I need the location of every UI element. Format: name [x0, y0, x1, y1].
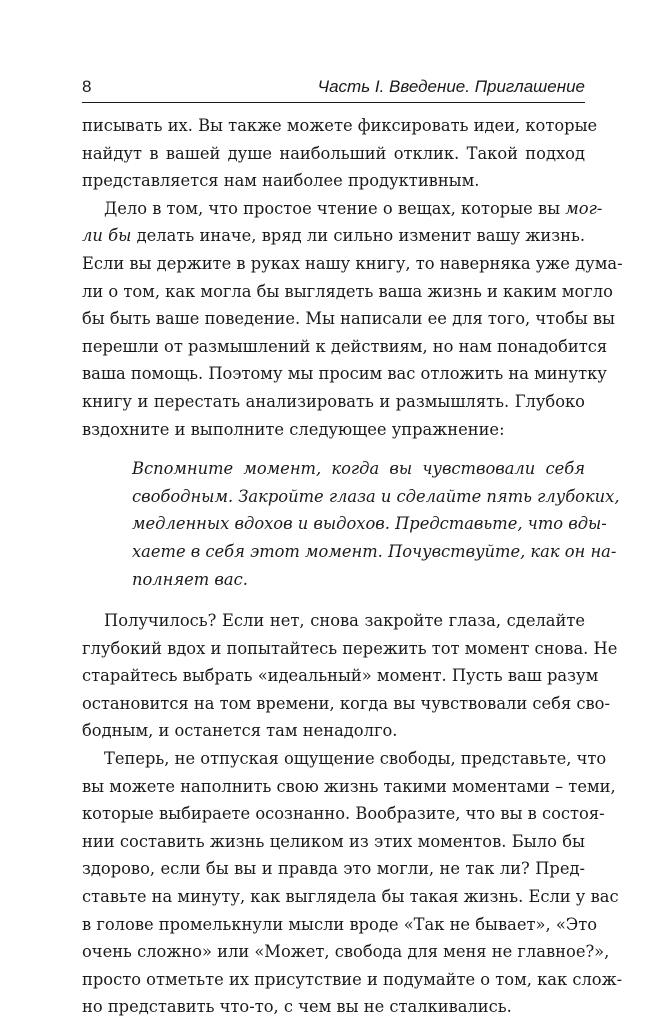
text-line [82, 222, 585, 250]
text-line: ваша помощь. Поэтому мы просим вас отложить на минутку [82, 364, 607, 384]
text-line: бы быть ваше поведение. Мы написали ее для того, чтобы вы [82, 309, 616, 329]
text-line: найдут в вашей душе наибольший отклик. Такой подход [82, 143, 585, 163]
page-header [82, 76, 585, 98]
text-line: но представить что-то, с чем вы не сталкивались. [82, 997, 512, 1017]
quote-line: хаете в себя этот момент. Почувствуйте, как он на- [132, 541, 617, 561]
text-line: представляется нам наиболее продуктивным. [82, 171, 480, 191]
text-line: ставьте на минуту, как выглядела бы такая жизнь. Если у вас [82, 887, 619, 907]
italic-run: мог- [565, 198, 603, 218]
quote-line: полняет вас. [132, 569, 248, 589]
body-text [82, 112, 623, 1021]
text-line: вздохните и выполните следующее упражнение: [82, 419, 505, 439]
text-line: Если вы держите в руках нашу книгу, то наверняка уже дума- [82, 253, 623, 273]
paragraph-3 [82, 607, 618, 745]
quote-line: Вспомните момент, когда вы чувствовали себя [132, 459, 585, 479]
text-line: глубокий вдох и попытайтесь пережить тот момент снова. Не [82, 638, 618, 658]
text-line: здорово, если бы вы и правда это могли, не так ли? Пред- [82, 859, 585, 879]
text-line: которые выбираете осознанно. Вообразите, что вы в состоя- [82, 804, 605, 824]
italic-run: ли бы [82, 226, 132, 246]
header-rule [82, 102, 585, 103]
text-line [82, 195, 603, 223]
text-line: остановится на том времени, когда вы чувствовали себя сво- [82, 693, 610, 713]
text-run: делать иначе, вряд ли сильно изменит вашу жизнь. [131, 226, 585, 246]
text-line: старайтесь выбрать «идеальный» момент. Пусть ваш разум [82, 666, 599, 686]
text-line: Получилось? Если нет, снова закройте глаза, сделайте [104, 611, 585, 631]
text-line: очень сложно» или «Может, свобода для меня не главное?», [82, 942, 610, 962]
paragraph-4 [82, 745, 623, 1021]
text-line: нии составить жизнь целиком из этих моментов. Было бы [82, 831, 585, 851]
paragraph-2 [82, 195, 623, 443]
text-line: просто отметьте их присутствие и подумайте о том, как слож- [82, 969, 623, 989]
text-line: вы можете наполнить свою жизнь такими моментами – теми, [82, 776, 616, 796]
text-line: писывать их. Вы также можете фиксировать идеи, которые [82, 116, 598, 135]
text-line: бодным, и останется там ненадолго. [82, 721, 398, 741]
text-line: книгу и перестать анализировать и размышлять. Глубоко [82, 391, 585, 411]
exercise-quote [132, 455, 620, 593]
text-line: перешли от размышлений к действиям, но нам понадобится [82, 336, 608, 356]
text-run: Дело в том, что простое чтение о вещах, которые вы [104, 198, 566, 218]
text-line: Теперь, не отпуская ощущение свободы, представьте, что [104, 749, 607, 769]
running-head: Часть I. Введение. Приглашение [317, 77, 585, 96]
text-line: в голове промелькнули мысли вроде «Так не бывает», «Это [82, 914, 598, 934]
quote-line: медленных вдохов и выдохов. Представьте, что вды- [132, 514, 607, 534]
quote-line: свободным. Закройте глаза и сделайте пять глубоких, [132, 486, 620, 506]
text-line: ли о том, как могла бы выглядеть ваша жизнь и каким могло [82, 281, 613, 301]
page-number: 8 [82, 77, 92, 96]
paragraph-1 [82, 112, 598, 195]
